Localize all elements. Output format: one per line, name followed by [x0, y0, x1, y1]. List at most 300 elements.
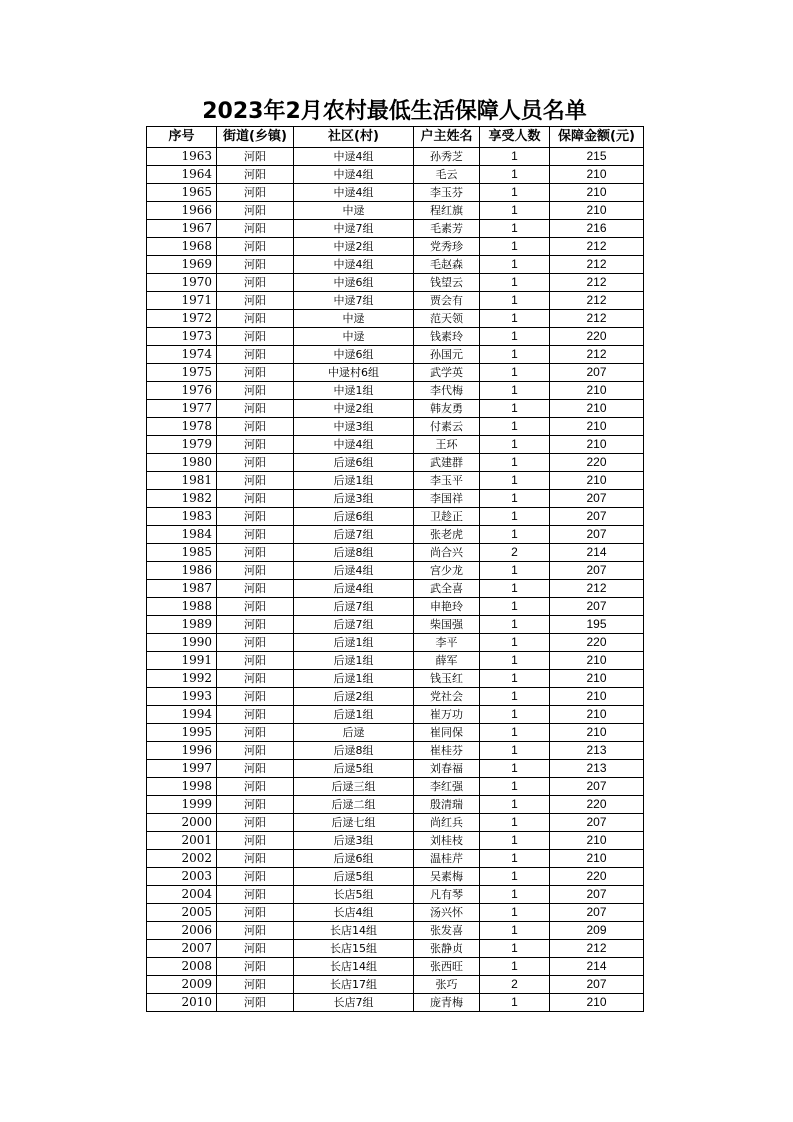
cell-people-count: 1 — [480, 202, 550, 220]
cell-seq: 1999 — [147, 796, 217, 814]
cell-householder: 党秀珍 — [414, 238, 480, 256]
cell-householder: 毛素芳 — [414, 220, 480, 238]
cell-amount: 207 — [550, 814, 644, 832]
cell-community: 后逯7组 — [294, 616, 414, 634]
cell-people-count: 1 — [480, 274, 550, 292]
table-row — [147, 670, 644, 688]
cell-people-count: 1 — [480, 436, 550, 454]
cell-amount: 210 — [550, 202, 644, 220]
cell-amount: 220 — [550, 454, 644, 472]
table-row — [147, 364, 644, 382]
cell-community: 长店7组 — [294, 994, 414, 1012]
cell-street: 河阳 — [217, 436, 294, 454]
cell-householder: 汤兴怀 — [414, 904, 480, 922]
table-row — [147, 382, 644, 400]
cell-seq: 1966 — [147, 202, 217, 220]
table-row — [147, 598, 644, 616]
cell-community: 中逯 — [294, 310, 414, 328]
table-row — [147, 742, 644, 760]
cell-amount: 210 — [550, 688, 644, 706]
cell-amount: 212 — [550, 292, 644, 310]
cell-people-count: 1 — [480, 742, 550, 760]
cell-street: 河阳 — [217, 634, 294, 652]
cell-street: 河阳 — [217, 526, 294, 544]
cell-people-count: 2 — [480, 544, 550, 562]
cell-people-count: 1 — [480, 868, 550, 886]
cell-amount: 220 — [550, 328, 644, 346]
cell-people-count: 1 — [480, 616, 550, 634]
cell-amount: 207 — [550, 886, 644, 904]
table-row — [147, 310, 644, 328]
cell-amount: 210 — [550, 418, 644, 436]
table-row — [147, 904, 644, 922]
cell-people-count: 1 — [480, 562, 550, 580]
cell-community: 长店14组 — [294, 922, 414, 940]
cell-seq: 1991 — [147, 652, 217, 670]
table-row — [147, 706, 644, 724]
cell-people-count: 1 — [480, 796, 550, 814]
table-row — [147, 688, 644, 706]
cell-householder: 刘春福 — [414, 760, 480, 778]
recipient-table — [146, 126, 644, 1012]
cell-householder: 党社会 — [414, 688, 480, 706]
cell-amount: 210 — [550, 706, 644, 724]
cell-seq: 1977 — [147, 400, 217, 418]
cell-people-count: 1 — [480, 580, 550, 598]
cell-people-count: 1 — [480, 940, 550, 958]
cell-community: 后逯1组 — [294, 634, 414, 652]
table-row — [147, 922, 644, 940]
cell-amount: 215 — [550, 148, 644, 166]
cell-street: 河阳 — [217, 382, 294, 400]
table-row — [147, 868, 644, 886]
cell-people-count: 1 — [480, 328, 550, 346]
table-row — [147, 274, 644, 292]
cell-community: 后逯4组 — [294, 580, 414, 598]
cell-seq: 1984 — [147, 526, 217, 544]
cell-street: 河阳 — [217, 598, 294, 616]
cell-street: 河阳 — [217, 904, 294, 922]
table-row — [147, 400, 644, 418]
cell-street: 河阳 — [217, 256, 294, 274]
cell-people-count: 1 — [480, 508, 550, 526]
cell-seq: 1980 — [147, 454, 217, 472]
cell-householder: 孙国元 — [414, 346, 480, 364]
cell-householder: 贾会有 — [414, 292, 480, 310]
cell-amount: 210 — [550, 832, 644, 850]
cell-street: 河阳 — [217, 346, 294, 364]
cell-householder: 薛军 — [414, 652, 480, 670]
cell-people-count: 1 — [480, 706, 550, 724]
table-row — [147, 346, 644, 364]
cell-street: 河阳 — [217, 958, 294, 976]
cell-householder: 王环 — [414, 436, 480, 454]
table-row — [147, 436, 644, 454]
cell-street: 河阳 — [217, 850, 294, 868]
cell-street: 河阳 — [217, 184, 294, 202]
cell-seq: 2010 — [147, 994, 217, 1012]
cell-seq: 1990 — [147, 634, 217, 652]
table-row — [147, 850, 644, 868]
cell-people-count: 1 — [480, 382, 550, 400]
cell-community: 长店15组 — [294, 940, 414, 958]
cell-street: 河阳 — [217, 364, 294, 382]
table-row — [147, 544, 644, 562]
cell-community: 后逯8组 — [294, 544, 414, 562]
table-row — [147, 616, 644, 634]
cell-street: 河阳 — [217, 796, 294, 814]
cell-seq: 2000 — [147, 814, 217, 832]
cell-seq: 1965 — [147, 184, 217, 202]
table-row — [147, 562, 644, 580]
cell-street: 河阳 — [217, 544, 294, 562]
cell-community: 后逯6组 — [294, 454, 414, 472]
table-row — [147, 778, 644, 796]
cell-community: 后逯1组 — [294, 670, 414, 688]
cell-street: 河阳 — [217, 400, 294, 418]
cell-amount: 210 — [550, 472, 644, 490]
cell-people-count: 1 — [480, 400, 550, 418]
cell-householder: 张西旺 — [414, 958, 480, 976]
table-row — [147, 418, 644, 436]
cell-people-count: 1 — [480, 958, 550, 976]
cell-amount: 212 — [550, 580, 644, 598]
cell-street: 河阳 — [217, 724, 294, 742]
cell-people-count: 1 — [480, 184, 550, 202]
table-row — [147, 220, 644, 238]
cell-people-count: 1 — [480, 292, 550, 310]
cell-people-count: 1 — [480, 850, 550, 868]
header-householder: 户主姓名 — [414, 127, 480, 148]
cell-seq: 1973 — [147, 328, 217, 346]
cell-amount: 213 — [550, 760, 644, 778]
cell-street: 河阳 — [217, 580, 294, 598]
cell-householder: 张老虎 — [414, 526, 480, 544]
cell-seq: 1970 — [147, 274, 217, 292]
cell-amount: 210 — [550, 184, 644, 202]
cell-householder: 柴国强 — [414, 616, 480, 634]
cell-householder: 崔同保 — [414, 724, 480, 742]
cell-amount: 210 — [550, 652, 644, 670]
cell-street: 河阳 — [217, 274, 294, 292]
cell-community: 后逯3组 — [294, 490, 414, 508]
cell-amount: 220 — [550, 634, 644, 652]
cell-householder: 程红旗 — [414, 202, 480, 220]
cell-people-count: 1 — [480, 418, 550, 436]
cell-amount: 207 — [550, 598, 644, 616]
cell-people-count: 1 — [480, 310, 550, 328]
table-row — [147, 886, 644, 904]
cell-seq: 1986 — [147, 562, 217, 580]
cell-street: 河阳 — [217, 508, 294, 526]
cell-community: 后逯2组 — [294, 688, 414, 706]
cell-seq: 1982 — [147, 490, 217, 508]
cell-community: 后逯5组 — [294, 760, 414, 778]
cell-householder: 李平 — [414, 634, 480, 652]
cell-householder: 钱素玲 — [414, 328, 480, 346]
cell-householder: 张巧 — [414, 976, 480, 994]
cell-community: 后逯三组 — [294, 778, 414, 796]
cell-seq: 1976 — [147, 382, 217, 400]
cell-people-count: 1 — [480, 490, 550, 508]
cell-street: 河阳 — [217, 328, 294, 346]
cell-community: 长店17组 — [294, 976, 414, 994]
cell-community: 后逯7组 — [294, 598, 414, 616]
cell-street: 河阳 — [217, 238, 294, 256]
cell-street: 河阳 — [217, 868, 294, 886]
cell-people-count: 1 — [480, 760, 550, 778]
cell-people-count: 1 — [480, 364, 550, 382]
cell-amount: 210 — [550, 994, 644, 1012]
cell-street: 河阳 — [217, 688, 294, 706]
table-row — [147, 724, 644, 742]
cell-people-count: 1 — [480, 526, 550, 544]
cell-street: 河阳 — [217, 166, 294, 184]
cell-amount: 210 — [550, 724, 644, 742]
cell-householder: 凡有琴 — [414, 886, 480, 904]
cell-street: 河阳 — [217, 976, 294, 994]
cell-street: 河阳 — [217, 940, 294, 958]
cell-community: 中逯村6组 — [294, 364, 414, 382]
table-row — [147, 148, 644, 166]
cell-seq: 1985 — [147, 544, 217, 562]
cell-householder: 尚合兴 — [414, 544, 480, 562]
cell-community: 中逯 — [294, 202, 414, 220]
cell-amount: 212 — [550, 238, 644, 256]
cell-people-count: 1 — [480, 454, 550, 472]
cell-community: 长店14组 — [294, 958, 414, 976]
cell-community: 中逯4组 — [294, 184, 414, 202]
cell-community: 中逯6组 — [294, 274, 414, 292]
table-row — [147, 958, 644, 976]
cell-community: 后逯二组 — [294, 796, 414, 814]
cell-people-count: 1 — [480, 778, 550, 796]
cell-street: 河阳 — [217, 778, 294, 796]
cell-amount: 207 — [550, 508, 644, 526]
cell-amount: 212 — [550, 346, 644, 364]
cell-community: 中逯1组 — [294, 382, 414, 400]
table-row — [147, 454, 644, 472]
cell-people-count: 1 — [480, 688, 550, 706]
cell-householder: 韩友勇 — [414, 400, 480, 418]
cell-seq: 1988 — [147, 598, 217, 616]
cell-community: 后逯3组 — [294, 832, 414, 850]
cell-street: 河阳 — [217, 616, 294, 634]
cell-seq: 2007 — [147, 940, 217, 958]
cell-community: 后逯1组 — [294, 472, 414, 490]
cell-amount: 207 — [550, 490, 644, 508]
table-row — [147, 238, 644, 256]
cell-amount: 210 — [550, 166, 644, 184]
cell-householder: 崔桂芬 — [414, 742, 480, 760]
cell-amount: 214 — [550, 544, 644, 562]
table-row — [147, 256, 644, 274]
cell-amount: 212 — [550, 274, 644, 292]
cell-community: 中逯4组 — [294, 166, 414, 184]
cell-householder: 庞青梅 — [414, 994, 480, 1012]
cell-seq: 1964 — [147, 166, 217, 184]
cell-street: 河阳 — [217, 994, 294, 1012]
cell-community: 中逯4组 — [294, 148, 414, 166]
cell-seq: 1993 — [147, 688, 217, 706]
table-row — [147, 508, 644, 526]
cell-seq: 1989 — [147, 616, 217, 634]
cell-householder: 申艳玲 — [414, 598, 480, 616]
table-row — [147, 994, 644, 1012]
cell-amount: 207 — [550, 904, 644, 922]
cell-householder: 张发喜 — [414, 922, 480, 940]
cell-amount: 220 — [550, 796, 644, 814]
cell-seq: 2005 — [147, 904, 217, 922]
cell-seq: 1979 — [147, 436, 217, 454]
cell-seq: 1996 — [147, 742, 217, 760]
header-seq: 序号 — [147, 127, 217, 148]
cell-community: 后逯6组 — [294, 850, 414, 868]
cell-householder: 钱玉红 — [414, 670, 480, 688]
table-row — [147, 472, 644, 490]
table-row — [147, 760, 644, 778]
cell-seq: 1997 — [147, 760, 217, 778]
table-row — [147, 490, 644, 508]
cell-householder: 范天领 — [414, 310, 480, 328]
cell-householder: 孙秀芝 — [414, 148, 480, 166]
cell-householder: 钱望云 — [414, 274, 480, 292]
cell-householder: 武全喜 — [414, 580, 480, 598]
cell-amount: 195 — [550, 616, 644, 634]
cell-householder: 张静贞 — [414, 940, 480, 958]
table-row — [147, 832, 644, 850]
table-row — [147, 940, 644, 958]
table-row — [147, 580, 644, 598]
cell-seq: 1963 — [147, 148, 217, 166]
cell-seq: 1994 — [147, 706, 217, 724]
cell-people-count: 1 — [480, 670, 550, 688]
cell-amount: 216 — [550, 220, 644, 238]
cell-householder: 李红强 — [414, 778, 480, 796]
cell-street: 河阳 — [217, 220, 294, 238]
table-row — [147, 184, 644, 202]
cell-people-count: 1 — [480, 472, 550, 490]
cell-amount: 214 — [550, 958, 644, 976]
cell-seq: 1967 — [147, 220, 217, 238]
table-row — [147, 202, 644, 220]
cell-community: 中逯2组 — [294, 238, 414, 256]
cell-householder: 崔万功 — [414, 706, 480, 724]
cell-seq: 2001 — [147, 832, 217, 850]
cell-seq: 1968 — [147, 238, 217, 256]
cell-street: 河阳 — [217, 310, 294, 328]
cell-street: 河阳 — [217, 706, 294, 724]
cell-householder: 吴素梅 — [414, 868, 480, 886]
cell-seq: 1998 — [147, 778, 217, 796]
cell-seq: 2008 — [147, 958, 217, 976]
cell-street: 河阳 — [217, 760, 294, 778]
cell-seq: 1981 — [147, 472, 217, 490]
cell-people-count: 1 — [480, 220, 550, 238]
cell-seq: 1992 — [147, 670, 217, 688]
cell-community: 后逯6组 — [294, 508, 414, 526]
table-row — [147, 976, 644, 994]
cell-street: 河阳 — [217, 490, 294, 508]
cell-community: 中逯6组 — [294, 346, 414, 364]
cell-householder: 宫少龙 — [414, 562, 480, 580]
cell-people-count: 1 — [480, 886, 550, 904]
cell-people-count: 1 — [480, 166, 550, 184]
cell-street: 河阳 — [217, 292, 294, 310]
cell-people-count: 1 — [480, 598, 550, 616]
cell-amount: 210 — [550, 850, 644, 868]
cell-people-count: 1 — [480, 238, 550, 256]
cell-community: 长店4组 — [294, 904, 414, 922]
cell-community: 中逯7组 — [294, 220, 414, 238]
cell-amount: 207 — [550, 976, 644, 994]
cell-householder: 殷清瑞 — [414, 796, 480, 814]
cell-seq: 2003 — [147, 868, 217, 886]
header-people-count: 享受人数 — [480, 127, 550, 148]
cell-street: 河阳 — [217, 670, 294, 688]
cell-community: 中逯4组 — [294, 436, 414, 454]
cell-amount: 212 — [550, 940, 644, 958]
cell-seq: 1995 — [147, 724, 217, 742]
cell-householder: 毛赵森 — [414, 256, 480, 274]
cell-community: 中逯7组 — [294, 292, 414, 310]
table-row — [147, 796, 644, 814]
cell-householder: 李国祥 — [414, 490, 480, 508]
cell-community: 长店5组 — [294, 886, 414, 904]
table-row — [147, 634, 644, 652]
cell-street: 河阳 — [217, 922, 294, 940]
table-row — [147, 292, 644, 310]
cell-seq: 1971 — [147, 292, 217, 310]
cell-community: 后逯 — [294, 724, 414, 742]
cell-community: 后逯1组 — [294, 652, 414, 670]
cell-people-count: 1 — [480, 634, 550, 652]
cell-amount: 207 — [550, 526, 644, 544]
cell-community: 后逯1组 — [294, 706, 414, 724]
cell-people-count: 1 — [480, 724, 550, 742]
cell-seq: 1983 — [147, 508, 217, 526]
cell-seq: 2002 — [147, 850, 217, 868]
cell-people-count: 1 — [480, 814, 550, 832]
cell-amount: 212 — [550, 310, 644, 328]
cell-seq: 2006 — [147, 922, 217, 940]
cell-householder: 毛云 — [414, 166, 480, 184]
cell-amount: 209 — [550, 922, 644, 940]
cell-seq: 1975 — [147, 364, 217, 382]
cell-people-count: 1 — [480, 148, 550, 166]
cell-seq: 1987 — [147, 580, 217, 598]
header-community: 社区(村) — [294, 127, 414, 148]
cell-people-count: 2 — [480, 976, 550, 994]
cell-seq: 2004 — [147, 886, 217, 904]
cell-people-count: 1 — [480, 256, 550, 274]
cell-householder: 李玉芬 — [414, 184, 480, 202]
cell-amount: 210 — [550, 436, 644, 454]
table-row — [147, 166, 644, 184]
cell-householder: 武学英 — [414, 364, 480, 382]
table-row — [147, 526, 644, 544]
cell-amount: 210 — [550, 670, 644, 688]
cell-people-count: 1 — [480, 922, 550, 940]
cell-amount: 207 — [550, 562, 644, 580]
cell-people-count: 1 — [480, 994, 550, 1012]
cell-householder: 尚红兵 — [414, 814, 480, 832]
cell-community: 后逯5组 — [294, 868, 414, 886]
table-row — [147, 652, 644, 670]
cell-amount: 210 — [550, 382, 644, 400]
cell-people-count: 1 — [480, 346, 550, 364]
cell-community: 后逯7组 — [294, 526, 414, 544]
